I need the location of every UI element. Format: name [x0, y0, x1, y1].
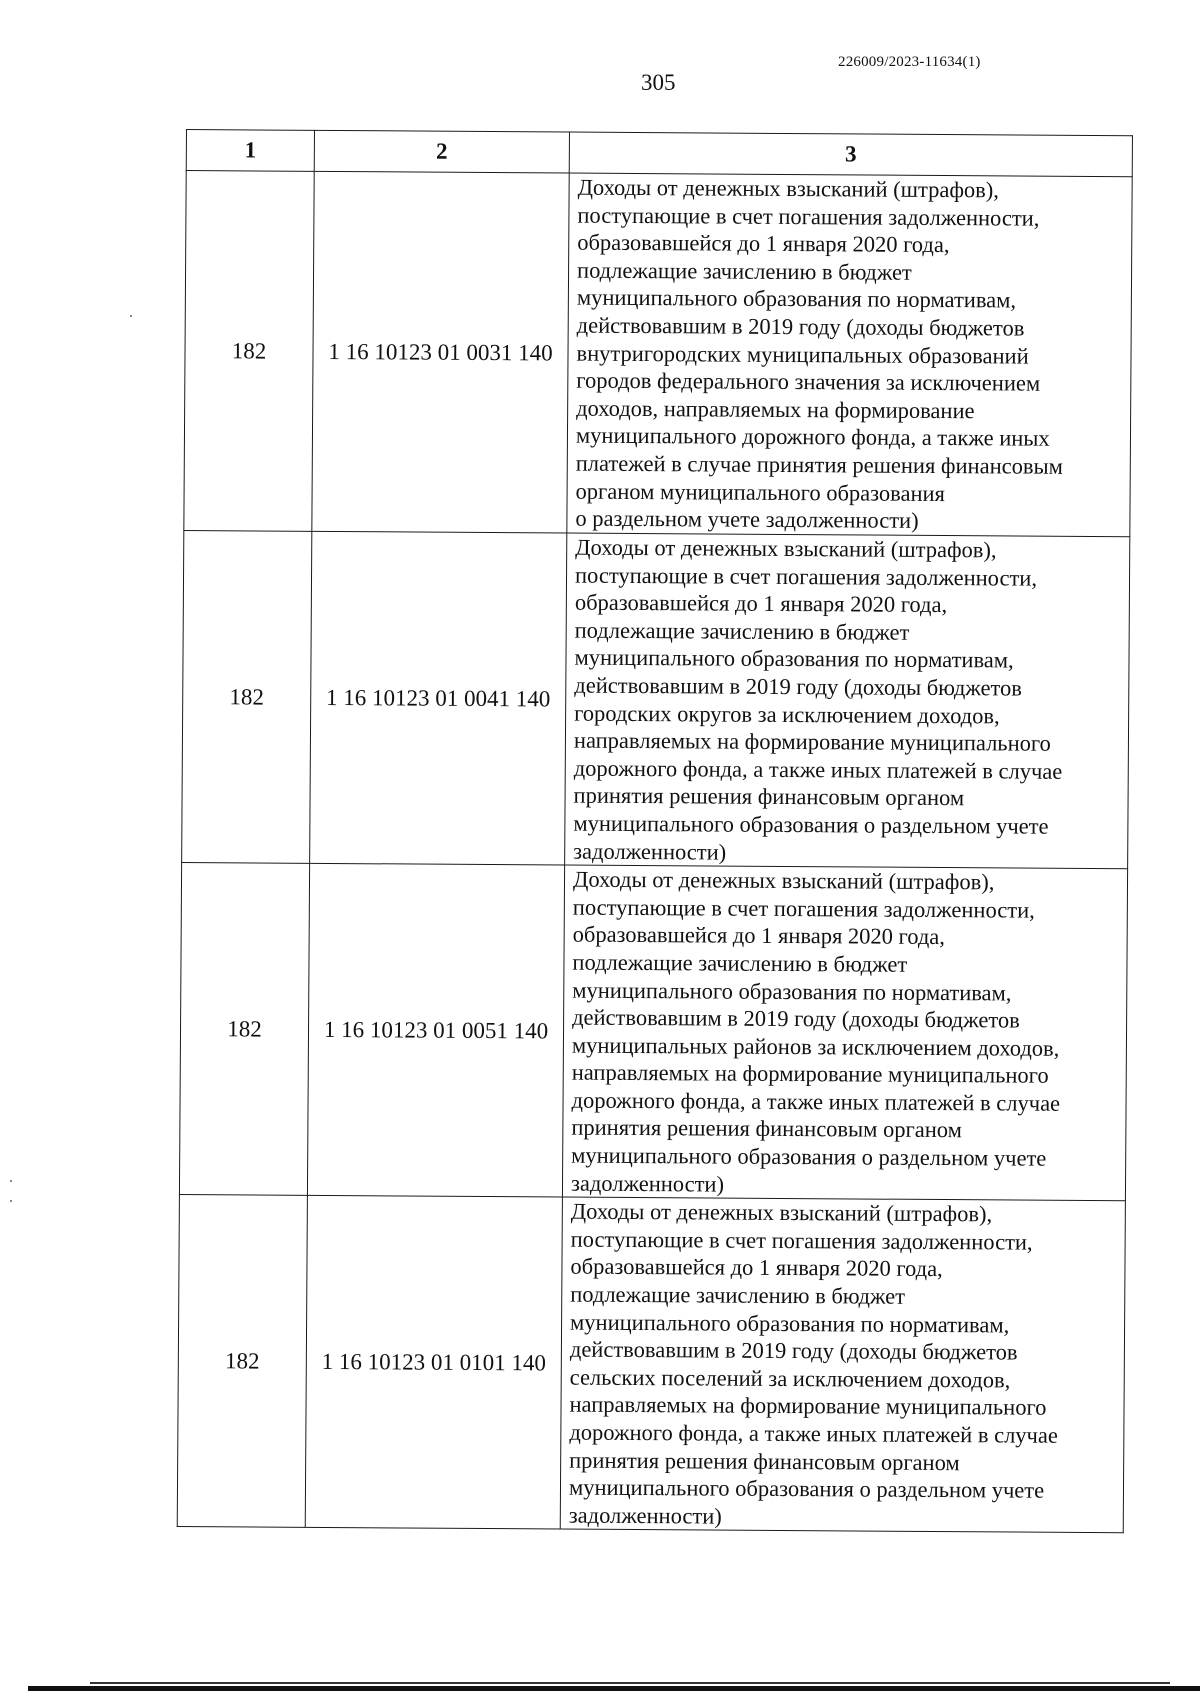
table-row: [179, 863, 1127, 1201]
table-header-row: [186, 130, 1132, 177]
scan-artifact-dot: [10, 1200, 12, 1202]
scan-edge-line: [28, 1686, 1200, 1691]
budget-codes-table: [177, 129, 1133, 1534]
table-row: [177, 1195, 1125, 1533]
admin-code-cell: 182: [184, 171, 314, 532]
scan-artifact-dot: [130, 315, 132, 317]
budget-classification-code-cell: 1 16 10123 01 0041 140: [310, 531, 567, 865]
income-description-cell: Доходы от денежных взысканий (штрафов), поступающие в счет погашения задолженности, образовавшейся до 1 января 2020 года, подлежащие зачислению в бюджет муниципального образования по нормативам, действовавшим в 2019 году (доходы бюджетов внутригородских муниципальных образований городов федерального значения за исключением доходов, направляемых на формирование муниципального дорожного фонда, а также иных платежей в случае принятия решения финансовым органом муниципального образования о раздельном учете задолженности): [567, 173, 1132, 537]
column-header-3: 3: [569, 132, 1132, 177]
income-description-cell: Доходы от денежных взысканий (штрафов), поступающие в счет погашения задолженности, образовавшейся до 1 января 2020 года, подлежащие зачислению в бюджет муниципального образования по нормативам, действовавшим в 2019 году (доходы бюджетов муниципальных районов за исключением доходов, направляемых на формирование муниципального дорожного фонда, а также иных платежей в случае принятия решения финансовым органом муниципального образования о раздельном учете задолженности): [562, 865, 1127, 1201]
budget-classification-code-cell: 1 16 10123 01 0031 140: [312, 171, 569, 533]
budget-codes-table-container: [177, 129, 1132, 1534]
table-row: [182, 530, 1130, 868]
column-header-2: 2: [314, 130, 569, 173]
income-description-cell: Доходы от денежных взысканий (штрафов), поступающие в счет погашения задолженности, образовавшейся до 1 января 2020 года, подлежащие зачислению в бюджет муниципального образования по нормативам, действовавшим в 2019 году (доходы бюджетов сельских поселений за исключением доходов, направляемых на формирование муниципального дорожного фонда, а также иных платежей в случае принятия решения финансовым органом муниципального образования о раздельном учете задолженности): [560, 1197, 1125, 1533]
page-number: 305: [641, 70, 676, 95]
scan-artifact-dot: [10, 1180, 12, 1182]
table-row: [184, 171, 1132, 537]
document-registration-number: 226009/2023-11634(1): [838, 54, 981, 70]
scan-edge-line-thin: [90, 1682, 1170, 1684]
budget-classification-code-cell: 1 16 10123 01 0051 140: [307, 863, 564, 1197]
column-header-1: 1: [186, 130, 314, 172]
admin-code-cell: 182: [177, 1195, 307, 1528]
income-description-cell: Доходы от денежных взысканий (штрафов), поступающие в счет погашения задолженности, образовавшейся до 1 января 2020 года, подлежащие зачислению в бюджет муниципального образования по нормативам, действовавшим в 2019 году (доходы бюджетов городских округов за исключением доходов, направляемых на формирование муниципального дорожного фонда, а также иных платежей в случае принятия решения финансовым органом муниципального образования о раздельном учете задолженности): [565, 533, 1130, 869]
admin-code-cell: 182: [179, 863, 309, 1196]
admin-code-cell: 182: [182, 530, 312, 863]
budget-classification-code-cell: 1 16 10123 01 0101 140: [305, 1196, 562, 1530]
